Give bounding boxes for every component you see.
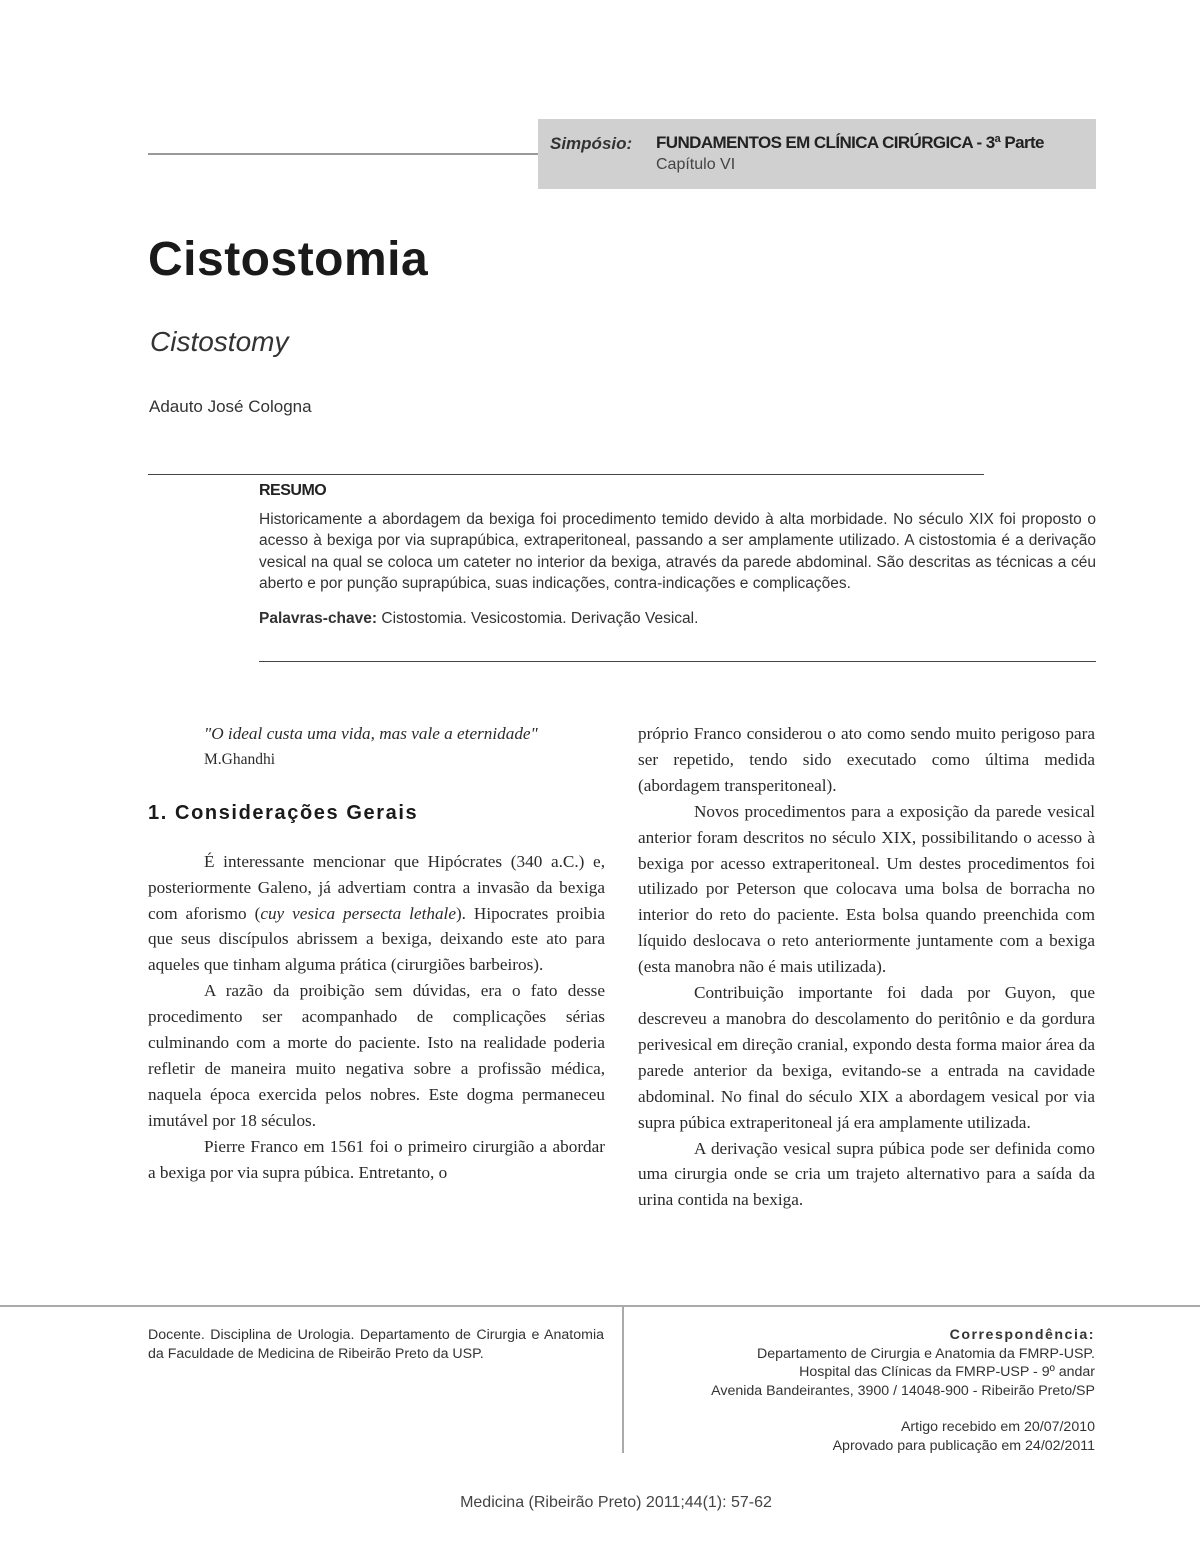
aphorism-text: cuy vesica persecta lethale xyxy=(260,903,456,923)
article-title: Cistostomia xyxy=(148,233,429,286)
body-column-right xyxy=(638,721,1095,1213)
paragraph: A derivação vesical supra púbica pode ser definida como uma cirurgia onde se cria um trajeto alternativo para a saída da urina contida na bexiga. xyxy=(638,1138,1095,1210)
journal-citation: Medicina (Ribeirão Preto) 2011;44(1): 57-62 xyxy=(460,1494,772,1511)
correspondence-block xyxy=(640,1326,1095,1455)
abstract-bottom-rule xyxy=(259,661,1096,662)
received-date: Artigo recebido em 20/07/2010 xyxy=(900,1419,1095,1435)
author-affiliation: Docente. Disciplina de Urologia. Departamento de Cirurgia e Anatomia da Faculdade de Medicina de Ribeirão Preto da USP. xyxy=(148,1327,604,1362)
abstract-heading: RESUMO xyxy=(259,482,327,499)
abstract-text: Historicamente a abordagem da bexiga foi procedimento temido devido à alta morbidade. No século XIX foi proposto o acesso à bexiga por via suprapúbica, extraperitoneal, passando a ser amplamente utilizado. A cistostomia é a derivação vesical na qual se coloca um cateter no interior da bexiga, através da parede abdominal. São descritas as técnicas a céu aberto e por punção suprapúbica, suas indicações, contra-indicações e complicações. xyxy=(259,511,1096,592)
header-rule xyxy=(148,153,538,155)
symposium-label: Simpósio: xyxy=(550,134,633,153)
chapter-label: Capítulo VI xyxy=(656,156,736,173)
keywords-label: Palavras-chave: xyxy=(259,610,378,628)
paragraph: Novos procedimentos para a exposição da parede vesical anterior foram descritos no século XIX, possibilitando o acesso à bexiga por acesso extraperitoneal. Um destes procedimentos foi utilizado por Peterson que colocava uma bolsa de borracha no interior do reto do paciente. Esta bolsa quando preenchida com líquido deslocava o reto anteriormente juntamente com a bexiga (esta manobra não é mais utilizada). xyxy=(638,801,1095,977)
correspondence-line: Hospital das Clínicas da FMRP-USP - 9º andar xyxy=(799,1364,1095,1380)
approved-date: Aprovado para publicação em 24/02/2011 xyxy=(832,1437,1095,1454)
footer-divider xyxy=(622,1307,624,1453)
keywords-value: Cistostomia. Vesicostomia. Derivação Vesical. xyxy=(381,610,699,628)
body-column-left xyxy=(148,721,605,1186)
epigraph-quote: "O ideal custa uma vida, mas vale a eternidade" xyxy=(204,724,538,743)
abstract-block xyxy=(259,482,1096,628)
paragraph: Contribuição importante foi dada por Guyon, que descreveu a manobra do descolamento do peritônio e da gordura perivesical em direção cranial, expondo desta forma maior área da parede anterior da bexiga, evitando-se a entrada na cavidade abdominal. No final do século XIX a abordagem vesical por via supra púbica extraperitoneal já era amplamente utilizada. xyxy=(638,983,1095,1132)
header-box xyxy=(538,119,1096,189)
paragraph-text: ). Hipocrates proibia que seus discípulos abrissem a bexiga, deixando este ato para aqueles que tinham alguma prática (cirurgiões barbeiros). xyxy=(148,903,605,975)
keywords xyxy=(259,610,1096,628)
correspondence-line: Avenida Bandeirantes, 3900 / 14048-900 - Ribeirão Preto/SP xyxy=(711,1382,1095,1399)
footer-rule xyxy=(0,1305,1200,1307)
paragraph-continued: próprio Franco considerou o ato como sendo muito perigoso para ser repetido, tendo sido executado como última medida (abordagem transperitoneal). xyxy=(638,724,1095,795)
epigraph-author: M.Ghandhi xyxy=(204,750,276,768)
paragraph xyxy=(148,849,605,979)
article-subtitle: Cistostomy xyxy=(150,326,289,357)
paragraph-text: É interessante mencionar que Hipócrates (340 a.C.) e, posteriormente Galeno, já advertiam contra a invasão da bexiga com aforismo ( xyxy=(148,851,605,923)
symposium-title: FUNDAMENTOS EM CLÍNICA CIRÚRGICA - 3ª Parte xyxy=(656,133,1044,152)
correspondence-line: Departamento de Cirurgia e Anatomia da FMRP-USP. xyxy=(756,1345,1095,1362)
paragraph: Pierre Franco em 1561 foi o primeiro cirurgião a abordar a bexiga por via supra púbica. Entretanto, o xyxy=(148,1136,605,1182)
dates xyxy=(640,1418,1095,1455)
section-heading: 1. Considerações Gerais xyxy=(148,801,419,824)
correspondence-heading: Correspondência: xyxy=(949,1327,1095,1343)
author-name: Adauto José Cologna xyxy=(149,397,312,416)
abstract-top-rule xyxy=(148,474,984,475)
paragraph: A razão da proibição sem dúvidas, era o fato desse procedimento ser acompanhado de complicações sérias culminando com a morte do paciente. Isto na realidade poderia refletir de maneira muito negativa sobre a profissão médica, naquela época exercida pelos nobres. Este dogma permaneceu imutável por 18 séculos. xyxy=(148,981,605,1130)
